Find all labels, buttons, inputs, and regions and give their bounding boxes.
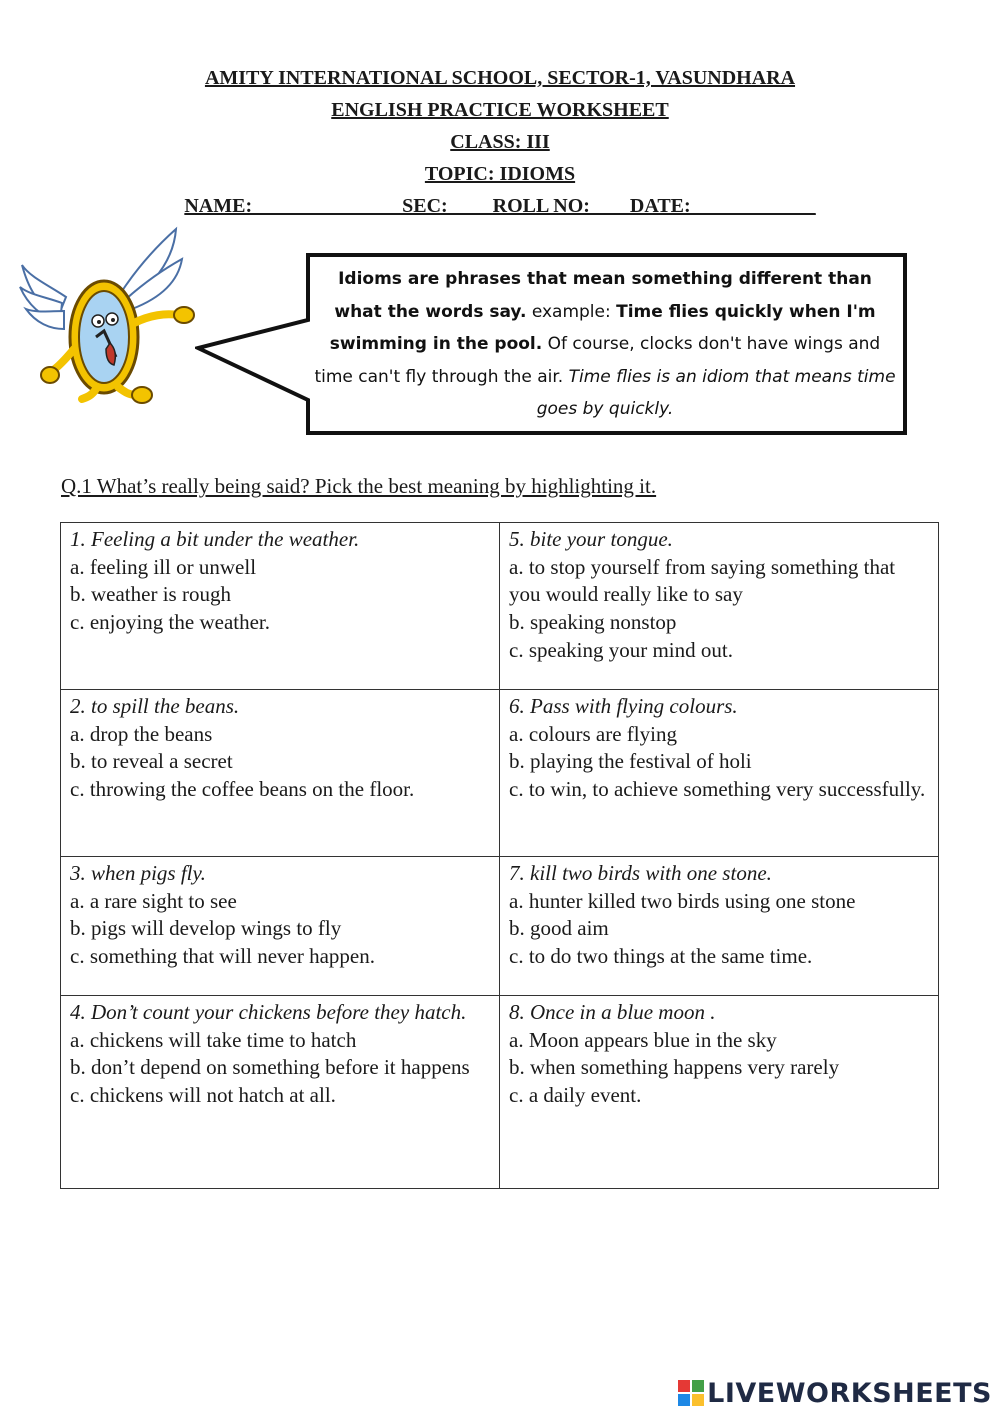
idiom-cell: [500, 690, 939, 857]
question-prompt: Q.1 What’s really being said? Pick the best meaning by highlighting it.: [61, 474, 657, 498]
definition-text: Idioms are phrases that mean something different than what the words say.: [334, 269, 872, 322]
explanation-text: Of course, clocks don't have wings and time can't fly through the air.: [314, 334, 881, 387]
option-a[interactable]: a. hunter killed two birds using one stone: [509, 888, 856, 913]
idiom-cell: [61, 690, 500, 857]
option-a[interactable]: a. a rare sight to see: [70, 888, 237, 913]
idiom-title: 1. Feeling a bit under the weather.: [70, 527, 360, 551]
option-a[interactable]: a. feeling ill or unwell: [70, 554, 257, 579]
logo-square: [692, 1394, 704, 1406]
option-c[interactable]: c. speaking your mind out.: [509, 637, 733, 662]
idiom-title: 6. Pass with flying colours.: [509, 694, 738, 718]
idiom-title: 5. bite your tongue.: [509, 527, 673, 551]
idiom-title: 7. kill two birds with one stone.: [509, 861, 772, 885]
idiom-definition: [312, 263, 898, 426]
worksheet-title: ENGLISH PRACTICE WORKSHEET: [331, 99, 669, 121]
option-b[interactable]: b. weather is rough: [70, 582, 231, 607]
idiom-cell: [500, 996, 939, 1189]
option-a[interactable]: a. drop the beans: [70, 721, 213, 746]
option-c[interactable]: c. to win, to achieve something very successfully.: [509, 777, 926, 802]
option-c[interactable]: c. to do two things at the same time.: [509, 944, 813, 969]
class-line: CLASS: III: [450, 131, 550, 153]
idiom-cell: [61, 996, 500, 1189]
logo-square: [692, 1380, 704, 1392]
option-c[interactable]: c. throwing the coffee beans on the floor.: [70, 777, 415, 802]
idiom-title: 3. when pigs fly.: [70, 861, 206, 885]
option-b[interactable]: b. good aim: [509, 916, 609, 941]
option-a[interactable]: a. Moon appears blue in the sky: [509, 1027, 777, 1052]
logo-grid-icon: [678, 1380, 704, 1406]
table-row: [61, 996, 939, 1189]
table-row: [61, 690, 939, 857]
student-fields-line: NAME:_______________SEC: ____ROLL NO: ___ DATE: ____________: [184, 195, 816, 217]
idiom-meaning-text: Time flies is an idiom that means time goes by quickly.: [536, 366, 896, 419]
logo-square: [678, 1394, 690, 1406]
option-c[interactable]: c. a daily event.: [509, 1083, 642, 1108]
option-b[interactable]: b. to reveal a secret: [70, 749, 233, 774]
liveworksheets-logo: [678, 1378, 992, 1408]
option-c[interactable]: c. something that will never happen.: [70, 944, 376, 969]
flying-clock-icon: [18, 225, 198, 410]
school-name: AMITY INTERNATIONAL SCHOOL, SECTOR-1, VASUNDHARA: [204, 67, 796, 89]
option-c[interactable]: c. chickens will not hatch at all.: [70, 1083, 336, 1108]
logo-square: [678, 1380, 690, 1392]
option-b[interactable]: b. don’t depend on something before it happens: [70, 1055, 470, 1080]
idiom-title: 8. Once in a blue moon .: [509, 1000, 716, 1024]
table-row: [61, 523, 939, 690]
option-b[interactable]: b. pigs will develop wings to fly: [70, 916, 342, 941]
option-c[interactable]: c. enjoying the weather.: [70, 610, 271, 635]
example-sentence: Time flies quickly when I'm swimming in the pool.: [329, 301, 876, 354]
option-a[interactable]: a. colours are flying: [509, 721, 677, 746]
option-a[interactable]: a. to stop yourself from saying something that you would really like to say: [509, 554, 896, 607]
option-b[interactable]: b. speaking nonstop: [509, 610, 677, 635]
idiom-title: 2. to spill the beans.: [70, 694, 240, 718]
idiom-cell: [500, 857, 939, 996]
topic-line: TOPIC: IDIOMS: [424, 163, 576, 185]
worksheet-header: [0, 62, 1000, 222]
option-b[interactable]: b. playing the festival of holi: [509, 749, 752, 774]
example-label: example:: [531, 301, 611, 322]
option-a[interactable]: a. chickens will take time to hatch: [70, 1027, 357, 1052]
idiom-cell: [61, 857, 500, 996]
idiom-title: 4. Don’t count your chickens before they hatch.: [70, 1000, 467, 1024]
logo-text: LIVEWORKSHEETS: [707, 1377, 992, 1409]
idiom-quiz-table: [60, 522, 939, 1189]
table-row: [61, 857, 939, 996]
idiom-cell: [500, 523, 939, 690]
idiom-cell: [61, 523, 500, 690]
option-b[interactable]: b. when something happens very rarely: [509, 1055, 840, 1080]
